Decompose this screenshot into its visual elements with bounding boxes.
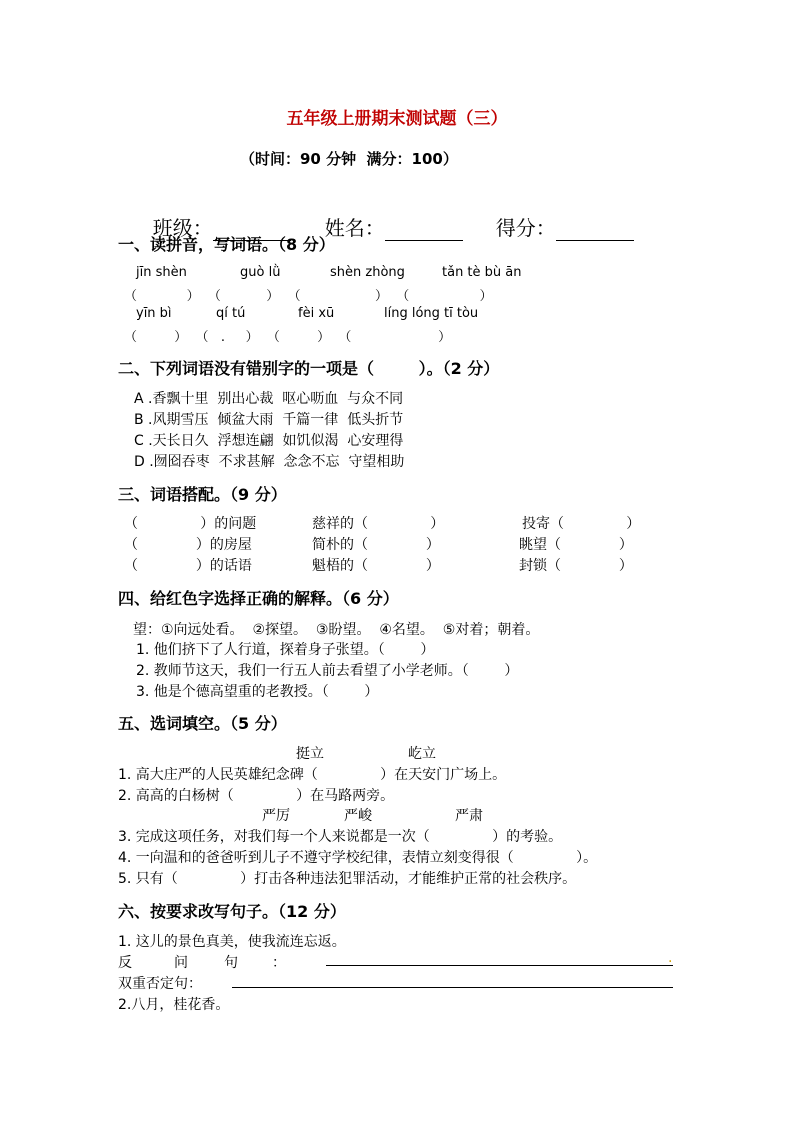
pinyin: líng lóng tī tòu	[384, 306, 479, 321]
section-6-heading: 六、按要求改写句子。（12 分）	[118, 902, 346, 921]
collocation-item[interactable]: 眺望（ ）	[519, 537, 633, 553]
pinyin: tǎn tè bù ān	[442, 265, 522, 280]
option-b: B .风期雪压 倾盆大雨 千篇一律 低头折节	[134, 412, 404, 428]
section-1-heading: 一、读拼音，写词语。（8 分）	[118, 235, 335, 254]
word-choice: 屹立	[408, 746, 436, 762]
section-4-heading: 四、给红色字选择正确的解释。（6 分）	[118, 589, 399, 608]
rewrite-sentence: 2.八月，桂花香。	[118, 997, 230, 1013]
class-label: 班级：	[152, 216, 213, 240]
section-5-heading: 五、选词填空。（5 分）	[118, 714, 287, 733]
rewrite-sentence: 1. 这儿的景色真美，使我流连忘返。	[118, 934, 346, 950]
double-negative-label: 双重否定句：	[118, 976, 202, 992]
pinyin: jīn shèn	[136, 265, 187, 280]
collocation-item[interactable]: 慈祥的（ ）	[312, 516, 445, 532]
word-choice: 严肃	[455, 808, 483, 824]
question-item[interactable]: 1. 他们挤下了人行道，探着身子张望。（ ）	[136, 642, 435, 658]
collocation-item[interactable]: 封锁（ ）	[519, 558, 633, 574]
pinyin: qí tú	[216, 306, 246, 321]
word-choice: 严峻	[344, 808, 372, 824]
collocation-item[interactable]: 简朴的（ ）	[312, 537, 440, 553]
fill-item[interactable]: 5. 只有（ ）打击各种违法犯罪活动，才能维护正常的社会秩序。	[118, 871, 577, 887]
answer-brackets[interactable]: （ ） （ . ） （ ） （ ）	[124, 330, 452, 345]
pinyin: guò lǜ	[240, 265, 281, 280]
word-choice: 严厉	[262, 808, 290, 824]
collocation-item[interactable]: （ ）的话语	[124, 558, 252, 574]
question-item[interactable]: 2. 教师节这天，我们一行五人前去看望了小学老师。（ ）	[136, 663, 519, 679]
fill-item[interactable]: 4. 一向温和的爸爸听到儿子不遵守学校纪律，表情立刻变得很（ ）。	[118, 850, 598, 866]
exam-time-score: （时间：90 分钟 满分：100）	[240, 150, 458, 168]
option-a: A .香飘十里 别出心裁 呕心呖血 与众不同	[134, 391, 404, 407]
page-title: 五年级上册期末测试题（三）	[286, 109, 508, 129]
answer-brackets[interactable]: （ ） （ ） （ ） （ ）	[124, 289, 493, 304]
answer-line-double-negative[interactable]	[232, 987, 673, 988]
rhetorical-char: ：	[272, 955, 286, 971]
section-2-heading: 二、下列词语没有错别字的一项是（ ）。（2 分）	[118, 359, 500, 378]
name-label: 姓名：	[324, 216, 385, 240]
rhetorical-char: 问	[174, 955, 188, 971]
trailing-dot: .	[668, 950, 673, 966]
score-field	[483, 188, 634, 241]
rhetorical-char: 反	[118, 955, 132, 971]
pinyin: fèi xū	[298, 306, 335, 321]
rhetorical-char: 句	[224, 955, 238, 971]
answer-line-rhetorical[interactable]	[326, 965, 673, 966]
option-c: C .天长日久 浮想连翩 如饥似渴 心安理得	[134, 433, 404, 449]
collocation-item[interactable]: （ ）的问题	[124, 516, 257, 532]
collocation-item[interactable]: 投寄（ ）	[522, 516, 641, 532]
collocation-item[interactable]: 魁梧的（ ）	[312, 558, 440, 574]
score-blank[interactable]	[556, 222, 634, 241]
fill-item[interactable]: 3. 完成这项任务，对我们每一个人来说都是一次（ ）的考验。	[118, 829, 563, 845]
fill-item[interactable]: 1. 高大庄严的人民英雄纪念碑（ ）在天安门广场上。	[118, 767, 507, 783]
question-item[interactable]: 3. 他是个德高望重的老教授。（ ）	[136, 684, 379, 700]
name-blank[interactable]	[385, 222, 463, 241]
score-label: 得分：	[495, 216, 556, 240]
fill-item[interactable]: 2. 高高的白杨树（ ）在马路两旁。	[118, 788, 395, 804]
option-d: D .囫囵吞枣 不求甚解 念念不忘 守望相助	[134, 454, 405, 470]
collocation-item[interactable]: （ ）的房屋	[124, 537, 252, 553]
section-3-heading: 三、词语搭配。（9 分）	[118, 485, 287, 504]
meaning-options: 望：①向远处看。 ②探望。 ③盼望。 ④名望。 ⑤对着；朝着。	[133, 622, 540, 638]
pinyin: shèn zhòng	[330, 265, 405, 280]
pinyin: yīn bì	[136, 306, 172, 321]
word-choice: 挺立	[296, 746, 324, 762]
